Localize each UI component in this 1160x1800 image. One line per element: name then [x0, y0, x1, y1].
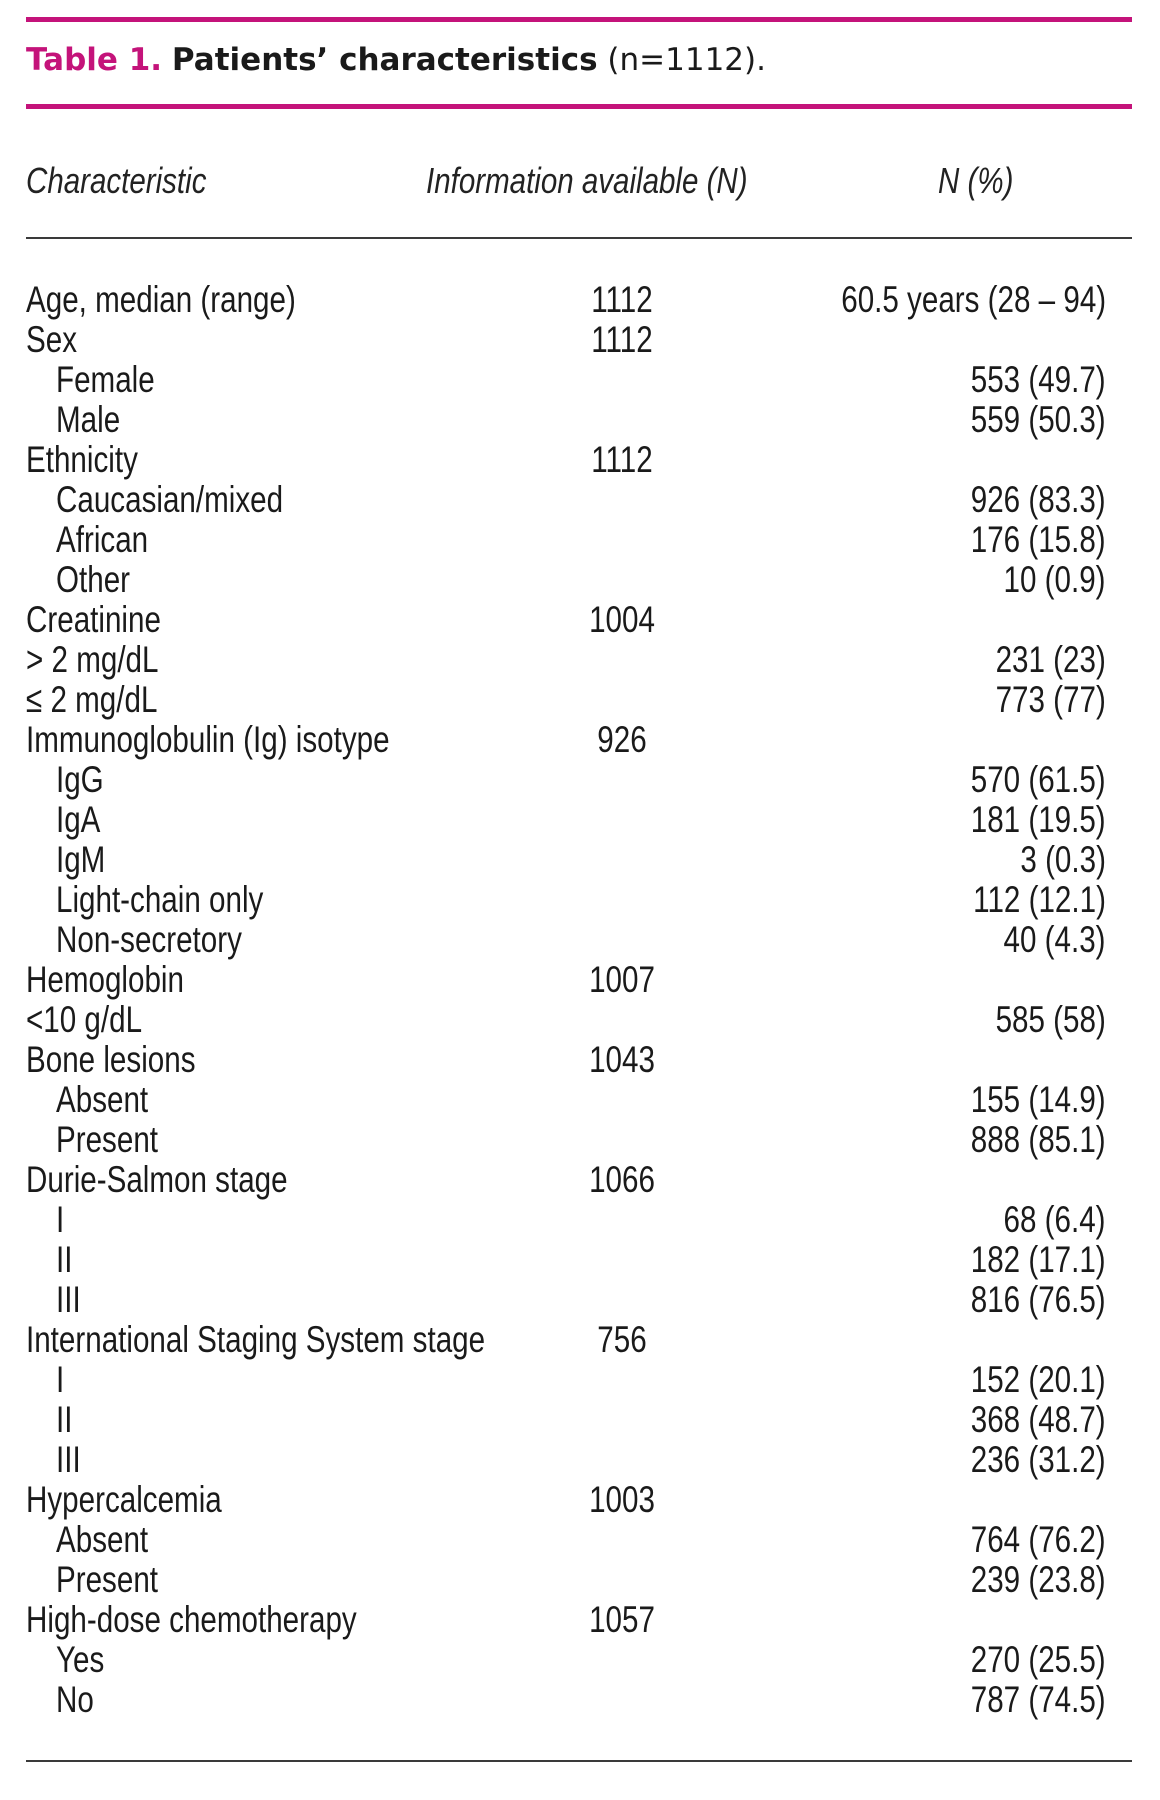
row-n-percent: 182 (17.1)	[971, 1239, 1106, 1280]
table-row	[26, 1240, 1132, 1280]
row-label: I	[56, 1359, 65, 1400]
row-n-percent: 10 (0.9)	[1003, 559, 1106, 600]
row-n-percent: 181 (19.5)	[971, 799, 1106, 840]
row-n-percent: 926 (83.3)	[971, 479, 1106, 520]
table-row	[26, 1360, 1132, 1400]
row-n-percent: 553 (49.7)	[971, 359, 1106, 400]
row-label: High-dose chemotherapy	[26, 1599, 357, 1640]
table-row	[26, 920, 1132, 960]
row-n-percent: 40 (4.3)	[1003, 919, 1106, 960]
row-label: Durie-Salmon stage	[26, 1159, 288, 1200]
row-information-available: 1112	[591, 439, 653, 480]
caption-bottom-rule	[26, 104, 1132, 109]
row-n-percent: 559 (50.3)	[971, 399, 1106, 440]
table-row	[26, 560, 1132, 600]
row-n-percent: 155 (14.9)	[971, 1079, 1106, 1120]
row-information-available: 1007	[589, 959, 655, 1000]
row-label: Yes	[56, 1639, 105, 1680]
row-label: Caucasian/mixed	[56, 479, 284, 520]
table-row	[26, 720, 1132, 760]
row-n-percent: 3 (0.3)	[1020, 839, 1106, 880]
row-label: I	[56, 1199, 65, 1240]
row-label: II	[56, 1399, 73, 1440]
row-label: II	[56, 1239, 73, 1280]
table-row	[26, 800, 1132, 840]
row-information-available: 1112	[591, 279, 653, 320]
table-row	[26, 520, 1132, 560]
row-label: III	[56, 1439, 81, 1480]
header-rule	[26, 237, 1132, 239]
row-n-percent: 368 (48.7)	[971, 1399, 1106, 1440]
caption-top-rule	[26, 17, 1132, 22]
table-row	[26, 1120, 1132, 1160]
row-label: Present	[56, 1119, 159, 1160]
table-row	[26, 840, 1132, 880]
header-characteristic: Characteristic	[26, 160, 207, 201]
table-row	[26, 1320, 1132, 1360]
row-label: Age, median (range)	[26, 279, 296, 320]
row-label: Creatinine	[26, 599, 161, 640]
row-n-percent: 60.5 years (28 – 94)	[841, 279, 1106, 320]
row-n-percent: 816 (76.5)	[971, 1279, 1106, 1320]
row-n-percent: 773 (77)	[995, 679, 1106, 720]
row-label: Non-secretory	[56, 919, 242, 960]
row-n-percent: 68 (6.4)	[1003, 1199, 1106, 1240]
table-row	[26, 1400, 1132, 1440]
row-label: Present	[56, 1559, 159, 1600]
table-caption	[26, 42, 766, 78]
row-label: Immunoglobulin (Ig) isotype	[26, 719, 390, 760]
row-information-available: 926	[597, 719, 647, 760]
table-title-suffix: (n=1112).	[607, 42, 766, 78]
row-n-percent: 270 (25.5)	[971, 1639, 1106, 1680]
row-n-percent: 152 (20.1)	[971, 1359, 1106, 1400]
row-n-percent: 112 (12.1)	[973, 879, 1106, 920]
characteristics-table	[26, 280, 1132, 1720]
table-row	[26, 280, 1132, 320]
row-label: Light-chain only	[56, 879, 264, 920]
table-row	[26, 400, 1132, 440]
row-label: Ethnicity	[26, 439, 138, 480]
table-row	[26, 320, 1132, 360]
row-label: <10 g/dL	[26, 999, 143, 1040]
table-row	[26, 1040, 1132, 1080]
row-label: ≤ 2 mg/dL	[26, 679, 158, 720]
row-n-percent: 787 (74.5)	[971, 1679, 1106, 1720]
row-label: Hypercalcemia	[26, 1479, 222, 1520]
header-n-percent: N (%)	[938, 160, 1014, 201]
table-row	[26, 1000, 1132, 1040]
row-label: International Staging System stage	[26, 1319, 486, 1360]
row-label: Other	[56, 559, 131, 600]
table-row	[26, 680, 1132, 720]
row-label: Absent	[56, 1079, 149, 1120]
row-n-percent: 888 (85.1)	[971, 1119, 1106, 1160]
row-information-available: 1112	[591, 319, 653, 360]
table-row	[26, 640, 1132, 680]
row-label: Female	[56, 359, 155, 400]
row-label: IgA	[56, 799, 101, 840]
table-row	[26, 1640, 1132, 1680]
row-label: IgM	[56, 839, 106, 880]
row-label: Hemoglobin	[26, 959, 184, 1000]
table-row	[26, 360, 1132, 400]
row-n-percent: 764 (76.2)	[971, 1519, 1106, 1560]
row-label: African	[56, 519, 149, 560]
row-label: Bone lesions	[26, 1039, 196, 1080]
row-label: No	[56, 1679, 94, 1720]
row-information-available: 1066	[589, 1159, 655, 1200]
row-label: III	[56, 1279, 81, 1320]
table-row	[26, 1280, 1132, 1320]
table-row	[26, 440, 1132, 480]
row-label: IgG	[56, 759, 104, 800]
table-row	[26, 1080, 1132, 1120]
row-information-available: 1043	[589, 1039, 655, 1080]
row-information-available: 756	[597, 1319, 647, 1360]
table-row	[26, 880, 1132, 920]
table-row	[26, 1680, 1132, 1720]
row-information-available: 1004	[589, 599, 655, 640]
table-row	[26, 600, 1132, 640]
table-row	[26, 1480, 1132, 1520]
table-row	[26, 760, 1132, 800]
row-n-percent: 236 (31.2)	[971, 1439, 1106, 1480]
table-row	[26, 1440, 1132, 1480]
row-n-percent: 239 (23.8)	[971, 1559, 1106, 1600]
row-n-percent: 585 (58)	[995, 999, 1106, 1040]
table-row	[26, 1200, 1132, 1240]
row-label: > 2 mg/dL	[26, 639, 159, 680]
table-title: Patients’ characteristics	[171, 42, 598, 78]
table-number: Table 1.	[26, 42, 163, 78]
header-information-available: Information available (N)	[426, 160, 748, 201]
table-row	[26, 1520, 1132, 1560]
row-n-percent: 570 (61.5)	[971, 759, 1106, 800]
table-row	[26, 480, 1132, 520]
row-information-available: 1057	[589, 1599, 655, 1640]
table-row	[26, 1600, 1132, 1640]
row-label: Male	[56, 399, 121, 440]
row-n-percent: 231 (23)	[995, 639, 1106, 680]
row-label: Absent	[56, 1519, 149, 1560]
row-label: Sex	[26, 319, 78, 360]
table-row	[26, 1160, 1132, 1200]
row-information-available: 1003	[589, 1479, 655, 1520]
table-row	[26, 960, 1132, 1000]
table-row	[26, 1560, 1132, 1600]
table-bottom-rule	[26, 1760, 1132, 1762]
row-n-percent: 176 (15.8)	[971, 519, 1106, 560]
